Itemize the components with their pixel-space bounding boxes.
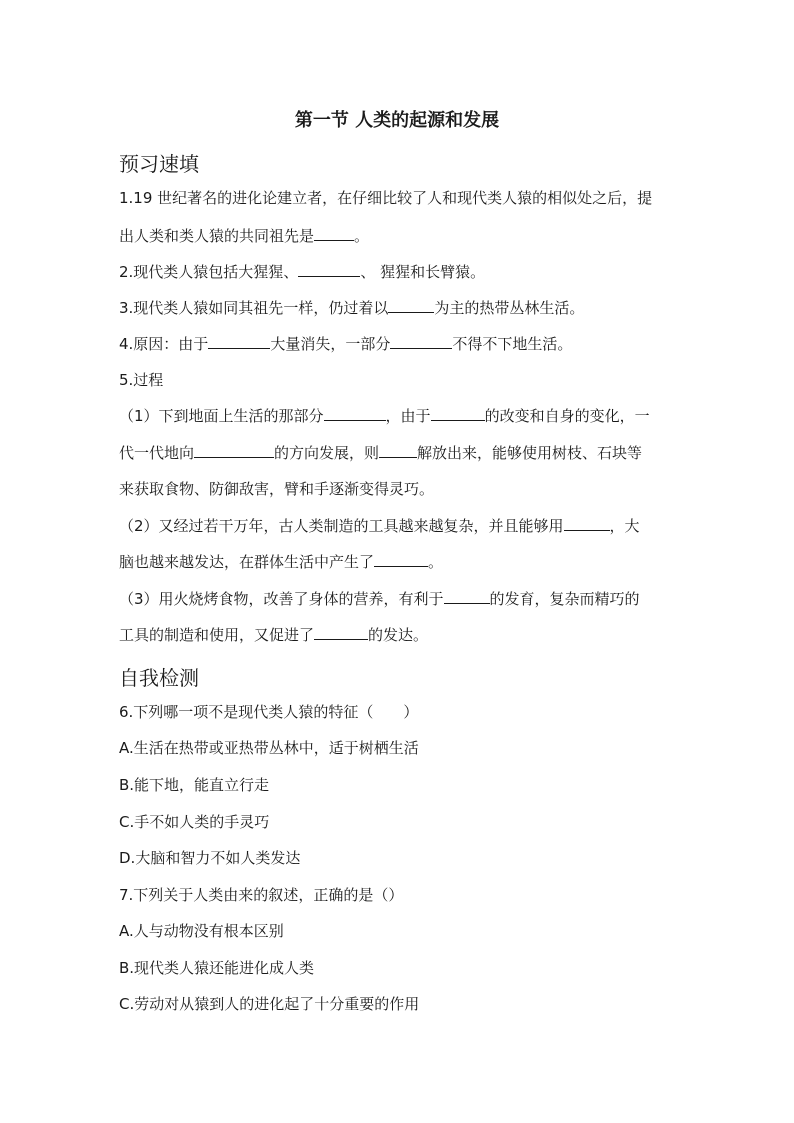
text-segment: ，由于 bbox=[385, 407, 431, 425]
answer-blank bbox=[314, 226, 354, 241]
answer-blank bbox=[208, 334, 270, 349]
text-segment: （2）又经过若干万年，古人类制造的工具越来越复杂，并且能够用 bbox=[119, 517, 564, 535]
question-6: 6.下列哪一项不是现代类人猿的特征（ ） bbox=[119, 703, 419, 721]
process-1-line-3: 来获取食物、防御敌害，臂和手逐渐变得灵巧。 bbox=[119, 480, 435, 498]
answer-blank bbox=[388, 298, 434, 313]
question-1-line-2 bbox=[119, 226, 679, 246]
section-heading-selfcheck: 自我检测 bbox=[119, 666, 199, 690]
answer-blank bbox=[379, 443, 417, 458]
text-segment: 的方向发展，则 bbox=[274, 444, 380, 462]
text-segment: （3）用火烧烤食物，改善了身体的营养，有利于 bbox=[119, 590, 444, 608]
text-segment: 的发育，复杂而精巧的 bbox=[489, 590, 640, 608]
text-segment: 。 bbox=[428, 553, 444, 571]
process-1-line-1 bbox=[119, 406, 679, 426]
question-5: 5.过程 bbox=[119, 371, 164, 389]
question-1-line-1: 1.19 世纪著名的进化论建立者，在仔细比较了人和现代类人猿的相似处之后，提 bbox=[119, 189, 653, 207]
process-3-line-2 bbox=[119, 625, 679, 645]
question-4 bbox=[119, 334, 679, 354]
question-7: 7.下列关于人类由来的叙述，正确的是（） bbox=[119, 886, 404, 904]
answer-blank bbox=[444, 589, 490, 604]
process-2-line-1 bbox=[119, 516, 679, 536]
answer-blank bbox=[564, 516, 610, 531]
text-segment: 代一代地向 bbox=[119, 444, 195, 462]
text-segment: 4.原因：由于 bbox=[119, 335, 209, 353]
text-segment: 3.现代类人猿如同其祖先一样，仍过着以 bbox=[119, 299, 389, 317]
answer-blank bbox=[194, 443, 274, 458]
answer-blank bbox=[298, 262, 360, 277]
answer-blank bbox=[431, 406, 485, 421]
text-segment: 脑也越来越发达，在群体生活中产生了 bbox=[119, 553, 375, 571]
answer-blank bbox=[374, 552, 428, 567]
question-6-option-a: A.生活在热带或亚热带丛林中，适于树栖生活 bbox=[119, 739, 419, 757]
answer-blank bbox=[390, 334, 452, 349]
question-6-option-b: B.能下地，能直立行走 bbox=[119, 776, 270, 794]
question-6-option-c: C.手不如人类的手灵巧 bbox=[119, 813, 270, 831]
text-segment: 解放出来，能够使用树枝、石块等 bbox=[417, 444, 643, 462]
process-2-line-2 bbox=[119, 552, 679, 572]
answer-blank bbox=[314, 625, 368, 640]
question-7-option-c: C.劳动对从猿到人的进化起了十分重要的作用 bbox=[119, 995, 420, 1013]
answer-blank bbox=[324, 406, 386, 421]
process-3-line-1 bbox=[119, 589, 679, 609]
question-3 bbox=[119, 298, 679, 318]
text-segment: 不得不下地生活。 bbox=[452, 335, 573, 353]
text-segment: 、 猩猩和长臂猿。 bbox=[360, 263, 486, 281]
question-7-option-a: A.人与动物没有根本区别 bbox=[119, 922, 284, 940]
text-segment: 的改变和自身的变化，一 bbox=[484, 407, 650, 425]
text-segment: 为主的热带丛林生活。 bbox=[434, 299, 585, 317]
text-segment: 2.现代类人猿包括大猩猩、 bbox=[119, 263, 299, 281]
question-7-option-b: B.现代类人猿还能进化成人类 bbox=[119, 959, 315, 977]
text-segment: （1）下到地面上生活的那部分 bbox=[119, 407, 324, 425]
question-6-option-d: D.大脑和智力不如人类发达 bbox=[119, 849, 301, 867]
text-segment: 出人类和类人猿的共同祖先是 bbox=[119, 227, 315, 245]
text-segment: 的发达。 bbox=[368, 626, 429, 644]
text-segment: ，大 bbox=[609, 517, 640, 535]
section-heading-preview: 预习速填 bbox=[119, 152, 199, 176]
text-segment: 工具的制造和使用，又促进了 bbox=[119, 626, 315, 644]
text-segment: 。 bbox=[354, 227, 370, 245]
question-2 bbox=[119, 262, 679, 282]
page-title: 第一节 人类的起源和发展 bbox=[294, 110, 500, 131]
text-segment: 大量消失，一部分 bbox=[270, 335, 391, 353]
process-1-line-2 bbox=[119, 443, 679, 463]
